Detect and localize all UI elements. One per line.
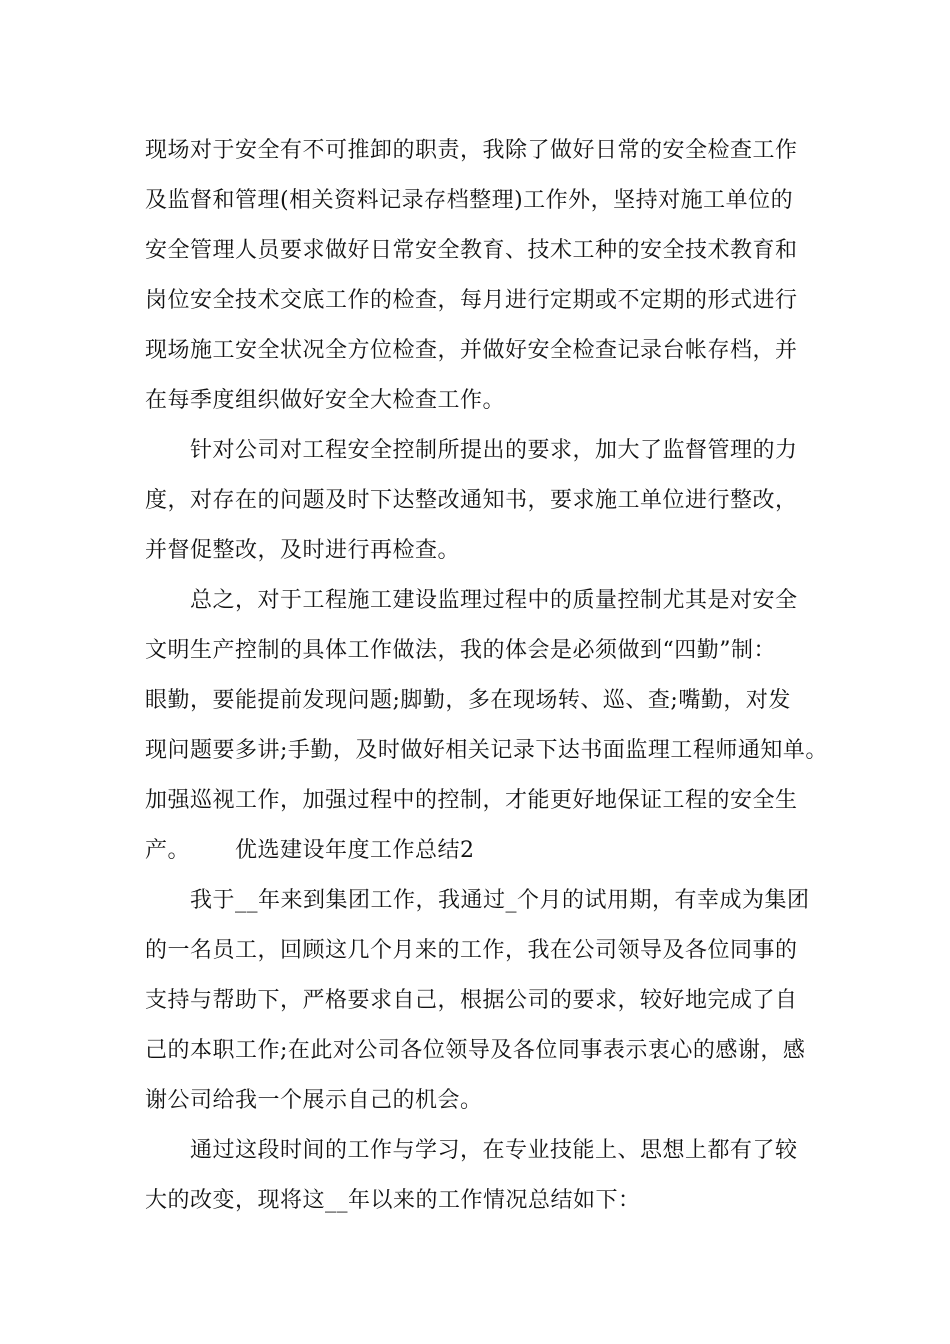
text-line: 度，对存在的问题及时下达整改通知书，要求施工单位进行整改， bbox=[145, 488, 798, 513]
text-line: 谢公司给我一个展示自己的机会。 bbox=[145, 1088, 483, 1113]
text-line: 现场施工安全状况全方位检查，并做好安全检查记录台帐存档，并 bbox=[145, 338, 798, 363]
text-line: 眼勤，要能提前发现问题;脚勤，多在现场转、巡、查;嘴勤，对发 bbox=[145, 688, 791, 713]
text-line: 现场对于安全有不可推卸的职责，我除了做好日常的安全检查工作 bbox=[145, 138, 798, 163]
text-line: 针对公司对工程安全控制所提出的要求，加大了监督管理的力 bbox=[190, 438, 798, 463]
text-line: 我于__年来到集团工作，我通过_个月的试用期，有幸成为集团 bbox=[190, 888, 810, 913]
text-line: 己的本职工作;在此对公司各位领导及各位同事表示衷心的感谢，感 bbox=[145, 1038, 806, 1063]
text-line: 总之，对于工程施工建设监理过程中的质量控制尤其是对安全 bbox=[190, 588, 798, 613]
text-line: 并督促整改，及时进行再检查。 bbox=[145, 538, 461, 563]
text-line: 的一名员工，回顾这几个月来的工作，我在公司领导及各位同事的 bbox=[145, 938, 798, 963]
text-line: 文明生产控制的具体工作做法，我的体会是必须做到“四勤”制： bbox=[145, 638, 776, 663]
text-line: 大的改变，现将这__年以来的工作情况总结如下： bbox=[145, 1188, 641, 1213]
text-line: 安全管理人员要求做好日常安全教育、技术工种的安全技术教育和 bbox=[145, 238, 798, 263]
text-line: 岗位安全技术交底工作的检查，每月进行定期或不定期的形式进行 bbox=[145, 288, 798, 313]
text-line: 加强巡视工作，加强过程中的控制，才能更好地保证工程的安全生 bbox=[145, 788, 798, 813]
text-line: 支持与帮助下，严格要求自己，根据公司的要求，较好地完成了自 bbox=[145, 988, 798, 1013]
text-line: 在每季度组织做好安全大检查工作。 bbox=[145, 388, 506, 413]
text-line: 及监督和管理(相关资料记录存档整理)工作外，坚持对施工单位的 bbox=[145, 188, 794, 213]
text-line: 现问题要多讲;手勤，及时做好相关记录下达书面监理工程师通知单。 bbox=[145, 738, 828, 763]
text-line-with-section-title: 产。 优选建设年度工作总结2 bbox=[145, 838, 475, 863]
text-line: 通过这段时间的工作与学习，在专业技能上、思想上都有了较 bbox=[190, 1138, 798, 1163]
